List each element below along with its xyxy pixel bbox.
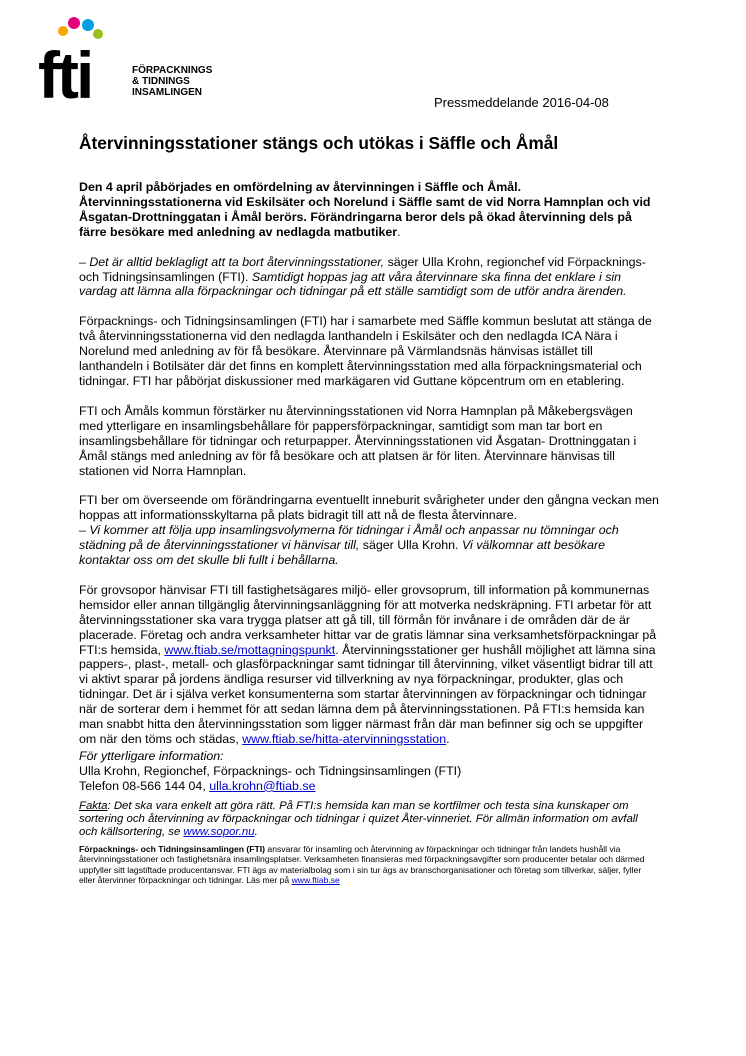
boilerplate xyxy=(79,844,659,886)
logo-name-line-1: FÖRPACKNINGS xyxy=(132,65,213,76)
article-title: Återvinningsstationer stängs och utökas i Säffle och Åmål xyxy=(79,133,559,153)
link-sopor[interactable]: www.sopor.nu xyxy=(183,826,255,839)
fakta-end: . xyxy=(254,826,258,839)
logo-wordmark: fti xyxy=(38,38,92,112)
logo-org-name xyxy=(132,65,212,98)
lead-end: . xyxy=(397,224,401,239)
logo-name-line-3: INSAMLINGEN xyxy=(132,87,202,98)
lead-paragraph xyxy=(79,180,659,240)
logo-name-line-2: & TIDNINGS xyxy=(132,76,190,87)
quote1-italic-b: Samtidigt hoppas jag att våra återvinnare ska finna det enklare i sin vardag att lämna alla förpackningar och tidningar på ett ställe samtidigt som de utför andra ärenden. xyxy=(79,269,627,299)
contact-email-link[interactable]: ulla.krohn@ftiab.se xyxy=(209,778,316,793)
para4-plain-b: säger Ulla Krohn. xyxy=(359,538,462,553)
contact-heading xyxy=(79,749,659,764)
boilerplate-text: ansvarar för insamling och återvinning av förpackningar och tidningar från landets hushåll via återvinningsstationer och fastighetsnära insamlingsplatser. Verksamheten finansieras med förpackningsavgifter som producenter betalar och därmed uppfyller sitt lagstiftade producentansvar. FTI ägs av materialbolag som i sin tur ägs av branschorganisationer och företag som tillverkar, säljer, fyller eller återvinner förpackningar och tidningar. Läs mer på xyxy=(79,843,645,886)
contact-block xyxy=(79,749,659,794)
link-hitta-atervinningsstation[interactable]: www.ftiab.se/hitta-atervinningsstation xyxy=(242,732,447,746)
para5-text-c: . xyxy=(446,732,450,746)
fakta-block xyxy=(79,800,659,840)
contact-phone: Telefon 08-566 144 04, xyxy=(79,778,210,793)
para4-italic-a: – Vi kommer att följa upp insamlingsvolymerna för tidningar i Åmål och anpassar nu tömningar och städning på de återvinningsstationer vi hänvisar till, xyxy=(79,523,619,553)
quote1-plain: säger Ulla Krohn, regionchef vid Förpacknings- och Tidningsinsamlingen (FTI). xyxy=(79,254,646,284)
lead-text: Den 4 april påbörjades en omfördelning av återvinningen i Säffle och Åmål. Återvinningsstationerna vid Eskilsäter och Norelund i Säffle samt de vid Norra Hamnplan och vid Åsgatan-Drottninggatan i Åmål berörs. Förändringarna beror dels på ökad återvinning dels på färre besökare med anledning av nedlagda matbutiker xyxy=(79,180,651,239)
press-release-date: Pressmeddelande 2016-04-08 xyxy=(434,95,609,110)
quote1-italic-a: – Det är alltid beklagligt att ta bort återvinningsstationer, xyxy=(79,254,385,269)
para5-text-b: . Återvinningsstationer ger hushåll möjlighet att lämna sina pappers-, plast-, metall- och glasförpackningar samt tidningar till återvinning, vilket väsentligt bidrar till att vi aktivt sparar på jordens ändliga resurser vid tillverkning av nya förpackningar, produkter, glas och tidningar. Det är i själva verket konsumenterna som startar återvinningen av förpackningar och tidningar när de sorterar dem i hemmet för att sedan lämna dem på återvinningsstationen. På FTI:s hemsida kan man snabbt hitta den återvinningsstation som ligger närmast från där man befinner sig och se uppgifter om när den töms och städas, xyxy=(79,642,656,746)
article-body xyxy=(79,132,659,885)
logo-dot-pink xyxy=(68,17,80,29)
contact-phone-line xyxy=(79,779,659,794)
logo-dot-green xyxy=(93,29,103,39)
boilerplate-org: Förpacknings- och Tidningsinsamlingen (FTI) xyxy=(79,843,266,854)
fakta-label: Fakta xyxy=(79,799,108,812)
paragraph-saffle: Förpacknings- och Tidningsinsamlingen (FTI) har i samarbete med Säffle kommun beslutat att stänga de två återvinningsstationerna vid den nedlagda lanthandeln i Eskilsäter och den nedlagda ICA Nära i Norelund med anledning av för få besökare. Återvinnare på Värmlandsnäs hänvisas istället till lanthandeln i Botilsäter där det finns en komplett återvinningsstation med alla förpackningsmaterial och tidningar. FTI har påbörjat diskussioner med markägaren vid Guttane köpcentrum om en etablering. xyxy=(79,314,652,388)
paragraph-apology xyxy=(79,493,659,568)
logo-dot-blue xyxy=(82,19,94,31)
contact-heading-text: För ytterligare information: xyxy=(79,748,224,763)
link-mottagningspunkt[interactable]: www.ftiab.se/mottagningspunkt xyxy=(164,642,336,657)
logo-dot-orange xyxy=(58,26,68,36)
para4-italic-b: Vi välkomnar att besökare kontaktar oss om det skulle bli fullt i behållarna. xyxy=(79,538,605,568)
para4-plain-a: FTI ber om överseende om förändringarna eventuellt inneburit svårigheter under den gångna veckan men hoppas att informationsskyltarna på plats bidragit till att nå de flesta återvinnare. xyxy=(79,493,659,523)
paragraph-bulky-waste xyxy=(79,583,659,747)
para5-text-a: För grovsopor hänvisar FTI till fastighetsägares miljö- eller grovsoprum, till information på kommunernas hemsidor eller annan tillgänglig återvinningsanläggning för att motverka nedskräpning. FTI arbetar för att återvinningsstationer ska vara trygga platser att gå till, till förmån för invånare i de områden där de är placerade. Företag och andra verksamheter hittar var de gratis lämnar sina verksamhetsförpackningar på FTI:s hemsida, xyxy=(79,582,657,657)
fakta-text: : Det ska vara enkelt att göra rätt. På FTI:s hemsida kan man se kortfilmer och testa sina kunskaper om sortering och återvinning av förpackningar och tidningar i quizet Åter-vinneriet. För allmän information om avfall och källsortering, se xyxy=(79,799,638,839)
paragraph-amal: FTI och Åmåls kommun förstärker nu återvinningsstationen vid Norra Hamnplan på Måkebergsvägen med ytterligare en insamlingsbehållare för pappersförpackningar, samtidigt som man tar bort en insamlingsbehållare för tidningar och returpapper. Återvinningsstationen vid Åsgatan- Drottninggatan i Åmål stängs med anledning av för få besökare och att platsen är för liten. Återvinnare hänvisas till stationen vid Norra Hamnplan. xyxy=(79,403,637,478)
contact-person: Ulla Krohn, Regionchef, Förpacknings- och Tidningsinsamlingen (FTI) xyxy=(79,763,462,778)
quote-paragraph-1 xyxy=(79,255,659,300)
fti-logo xyxy=(38,20,238,110)
link-ftiab[interactable]: www.ftiab.se xyxy=(291,875,340,886)
